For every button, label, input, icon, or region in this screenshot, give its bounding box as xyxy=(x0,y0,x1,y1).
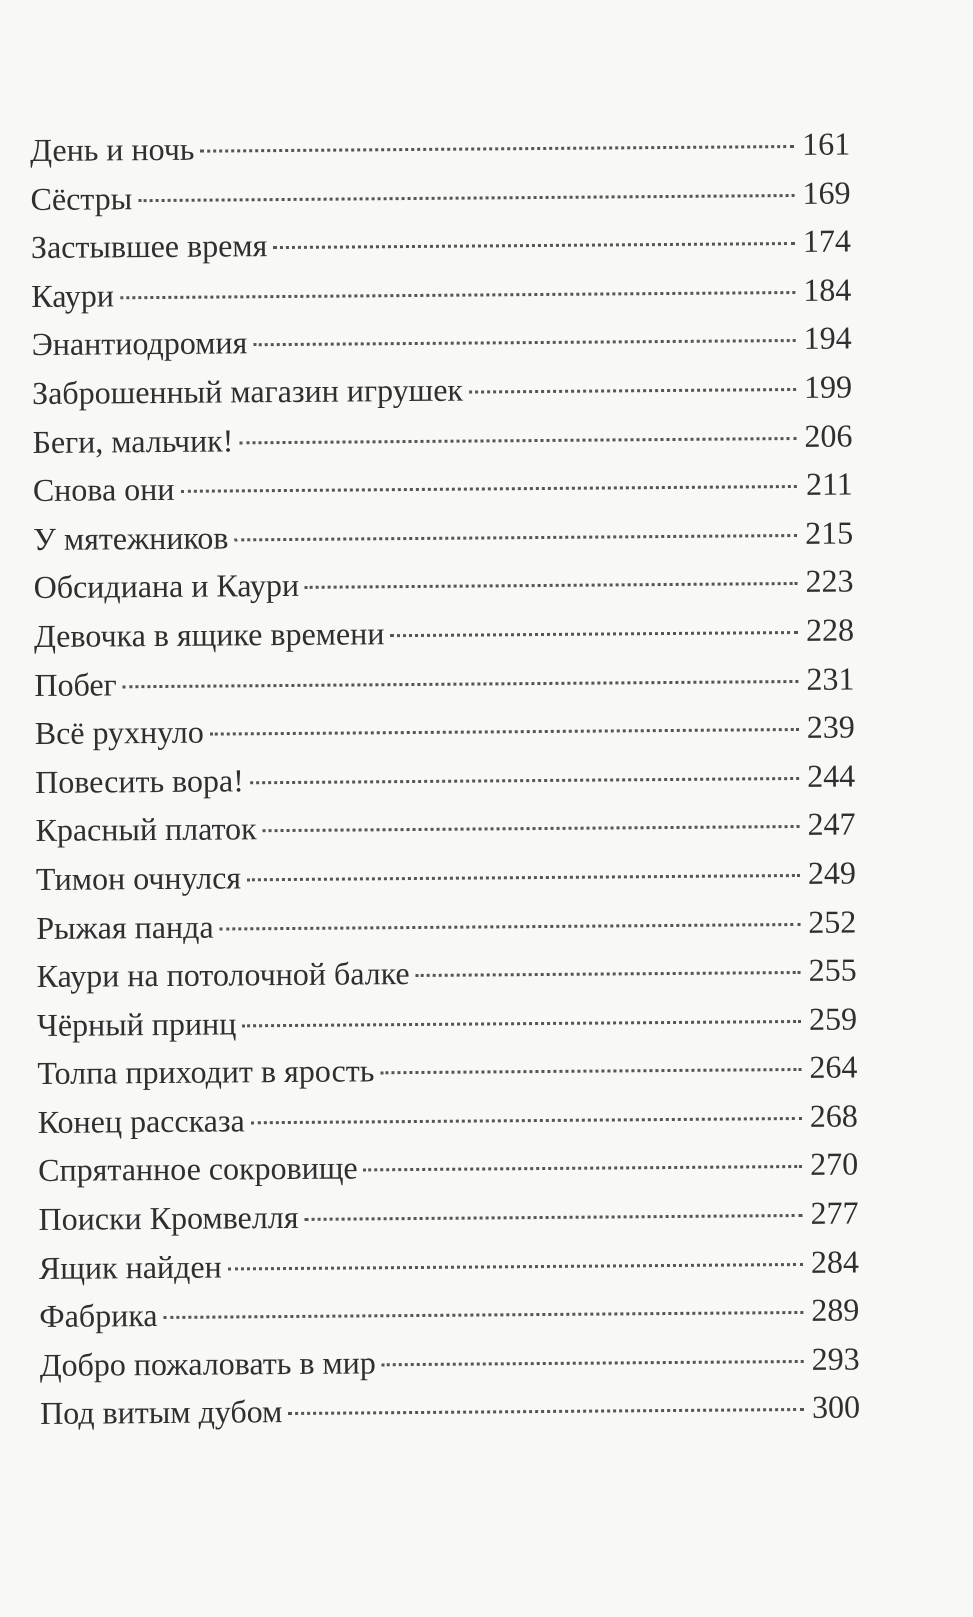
toc-entry-title: Застывшее время xyxy=(30,227,268,266)
toc-entry-page-number: 300 xyxy=(811,1388,861,1426)
toc-entry-title: Побег xyxy=(34,665,117,703)
toc-entry-title: Под витым дубом xyxy=(39,1393,283,1432)
table-of-contents xyxy=(30,120,860,1438)
toc-dot-leader xyxy=(247,842,800,881)
toc-entry-title: Ящик найден xyxy=(38,1248,222,1286)
toc-entry-title: Рыжая панда xyxy=(36,908,214,946)
toc-entry-title: Повесить вора! xyxy=(35,762,244,800)
toc-entry-title: Поиски Кромвелля xyxy=(38,1198,299,1238)
toc-dot-leader xyxy=(288,1376,804,1415)
toc-entry-page-number: 289 xyxy=(811,1291,860,1329)
toc-entry-title: Красный платок xyxy=(35,810,257,849)
toc-dot-leader xyxy=(120,259,796,299)
toc-entry-page-number: 277 xyxy=(810,1194,859,1231)
toc-entry-title: Снова они xyxy=(32,471,175,509)
toc-dot-leader xyxy=(227,1231,803,1271)
toc-dot-leader xyxy=(210,696,799,736)
toc-entry-title: Тимон очнулся xyxy=(35,859,242,897)
toc-entry-page-number: 264 xyxy=(809,1048,858,1086)
toc-entry-page-number: 231 xyxy=(806,660,855,697)
toc-entry-page-number: 228 xyxy=(805,611,855,648)
toc-entry-title: Обсидиана и Каури xyxy=(33,567,300,606)
toc-entry-page-number: 284 xyxy=(810,1243,860,1280)
toc-entry-title: Чёрный принц xyxy=(36,1005,237,1043)
toc-dot-leader xyxy=(304,1182,802,1221)
toc-dot-leader xyxy=(138,162,795,202)
toc-dot-leader xyxy=(390,599,798,637)
toc-dot-leader xyxy=(219,890,800,930)
toc-entry-title: Сёстры xyxy=(30,179,133,217)
toc-entry-page-number: 270 xyxy=(810,1145,859,1183)
toc-entry-page-number: 161 xyxy=(802,125,851,162)
toc-entry-page-number: 194 xyxy=(803,319,852,357)
toc-dot-leader xyxy=(163,1279,803,1319)
toc-dot-leader xyxy=(239,405,796,444)
toc-entry xyxy=(40,1383,860,1438)
toc-entry-title: Каури на потолочной балке xyxy=(36,955,410,995)
toc-entry-page-number: 215 xyxy=(805,514,854,551)
toc-dot-leader xyxy=(253,307,796,346)
toc-dot-leader xyxy=(242,988,801,1027)
toc-dot-leader xyxy=(234,502,797,541)
toc-entry-page-number: 223 xyxy=(805,562,854,600)
toc-entry-title: Энантиодромия xyxy=(31,324,248,363)
toc-entry-title: Добро пожаловать в мир xyxy=(39,1344,376,1383)
toc-dot-leader xyxy=(262,793,799,832)
toc-entry-page-number: 247 xyxy=(807,805,856,843)
toc-dot-leader xyxy=(305,550,798,589)
toc-dot-leader xyxy=(382,1328,804,1366)
toc-dot-leader xyxy=(380,1036,801,1074)
toc-dot-leader xyxy=(273,210,795,249)
toc-entry-title: Заброшенный магазин игрушек xyxy=(31,371,464,411)
toc-entry-page-number: 293 xyxy=(811,1340,860,1377)
toc-entry-page-number: 252 xyxy=(808,903,857,940)
toc-entry-page-number: 249 xyxy=(807,854,857,891)
toc-entry-title: Беги, мальчик! xyxy=(32,421,234,460)
toc-entry-title: Спрятанное сокровище xyxy=(38,1149,358,1189)
toc-dot-leader xyxy=(469,356,796,394)
toc-entry-title: День и ночь xyxy=(30,130,195,168)
toc-entry-page-number: 206 xyxy=(804,417,853,454)
toc-entry-title: Фабрика xyxy=(39,1297,158,1335)
toc-entry-page-number: 184 xyxy=(803,271,852,308)
toc-entry-page-number: 268 xyxy=(809,1097,858,1134)
toc-entry-title: Всё рухнуло xyxy=(34,713,204,752)
toc-entry-title: Каури xyxy=(31,277,115,314)
toc-dot-leader xyxy=(363,1133,802,1171)
toc-entry-page-number: 169 xyxy=(802,174,851,211)
toc-dot-leader xyxy=(200,113,794,153)
toc-entry-page-number: 255 xyxy=(808,951,857,989)
toc-dot-leader xyxy=(250,745,800,784)
toc-entry-page-number: 259 xyxy=(808,1000,858,1037)
toc-dot-leader xyxy=(415,939,800,977)
toc-entry-page-number: 244 xyxy=(806,757,856,794)
toc-entry-title: Толпа приходит в ярость xyxy=(37,1052,375,1092)
toc-dot-leader xyxy=(122,648,798,688)
toc-entry-title: Конец рассказа xyxy=(37,1102,245,1140)
toc-entry-title: Девочка в ящике времени xyxy=(33,615,385,654)
toc-entry-page-number: 174 xyxy=(802,222,852,260)
toc-entry-title: У мятежников xyxy=(33,519,229,557)
toc-dot-leader xyxy=(250,1085,801,1124)
toc-dot-leader xyxy=(180,453,797,493)
toc-entry-page-number: 239 xyxy=(806,708,855,746)
toc-entry-page-number: 211 xyxy=(805,465,853,503)
toc-entry-page-number: 199 xyxy=(803,368,853,405)
